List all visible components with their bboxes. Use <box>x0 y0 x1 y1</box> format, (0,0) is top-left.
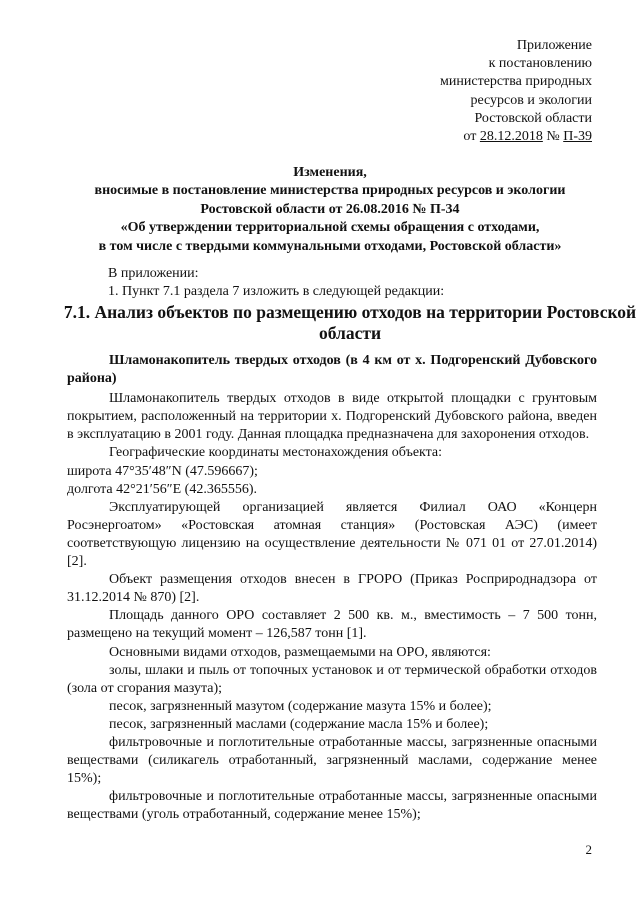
intro-block <box>108 265 444 301</box>
list-item: песок, загрязненный мазутом (содержание мазута 15% и более); <box>109 698 492 714</box>
paragraph: Объект размещения отходов внесен в ГРОРО (Приказ Росприроднадзора от 31.12.2014 № 870) [2]. <box>67 572 597 606</box>
intro-line: 1. Пункт 7.1 раздела 7 изложить в следующей редакции: <box>108 284 445 299</box>
resolution-number: П-39 <box>563 129 592 145</box>
appendix-header <box>440 37 592 146</box>
appendix-line: Приложение <box>516 38 592 53</box>
body-text <box>67 352 597 824</box>
resolution-date: 28.12.2018 <box>479 129 543 145</box>
paragraph: Основными видами отходов, размещаемыми на ОРО, являются: <box>109 644 491 660</box>
appendix-line: к постановлению <box>488 56 592 72</box>
date-prefix: от <box>463 129 480 145</box>
appendix-line: ресурсов и экологии <box>470 92 592 108</box>
appendix-line: Ростовской области <box>474 110 592 126</box>
list-item: золы, шлаки и пыль от топочных установок и от термической обработки отходов (зола от сгорания мазута); <box>67 662 597 696</box>
coordinate-latitude: широта 47°35′48″N (47.596667); <box>67 463 258 479</box>
document-title <box>40 164 620 256</box>
facility-heading: Шламонакопитель твердых отходов (в 4 км от х. Подгоренский Дубовского района) <box>67 353 597 387</box>
title-line: «Об утверждении территориальной схемы обращения с отходами, <box>120 220 540 236</box>
appendix-line: министерства природных <box>440 74 592 90</box>
title-line: вносимые в постановление министерства природных ресурсов и экологии <box>94 183 566 199</box>
number-prefix: № <box>542 129 564 145</box>
coordinate-longitude: долгота 42°21′56″E (42.365556). <box>67 481 258 497</box>
paragraph: Шламонакопитель твердых отходов в виде открытой площадки с грунтовым покрытием, расположенный на территории х. Подгоренский Дубовского района, введен в эксплуатацию в 2001 году. Данная площадка предназначена для захоронения отходов. <box>67 391 597 443</box>
page-number: 2 <box>585 842 592 857</box>
paragraph: Площадь данного ОРО составляет 2 500 кв. м., вместимость – 7 500 тонн, размещено на текущий момент – 126,587 тонн [1]. <box>67 608 597 642</box>
list-item: песок, загрязненный маслами (содержание масла 15% и более); <box>109 716 489 732</box>
section-heading: 7.1. Анализ объектов по размещению отходов на территории Ростовской области <box>63 302 637 343</box>
appendix-date-line <box>440 128 592 146</box>
title-line: Ростовской области от 26.08.2016 № П-34 <box>200 201 460 217</box>
intro-line: В приложении: <box>108 266 199 281</box>
title-line: Изменения, <box>293 165 367 180</box>
paragraph: Эксплуатирующей организацией является Филиал ОАО «Концерн Росэнергоатом» «Ростовская атомная станция» (Ростовская АЭС) (имеет соответствующую лицензию на осуществление деятельности № 071 01 от 27.01.2014) [2]. <box>67 499 597 570</box>
list-item: фильтровочные и поглотительные отработанные массы, загрязненные опасными веществами (силикагель отработанный, загрязненный маслами, содержание менее 15%); <box>67 734 597 787</box>
title-line: в том числе с твердыми коммунальными отходами, Ростовской области» <box>98 238 562 254</box>
list-item: фильтровочные и поглотительные отработанные массы, загрязненные опасными веществами (уголь отработанный, содержание менее 15%); <box>67 789 597 823</box>
paragraph: Географические координаты местонахождения объекта: <box>109 445 443 461</box>
